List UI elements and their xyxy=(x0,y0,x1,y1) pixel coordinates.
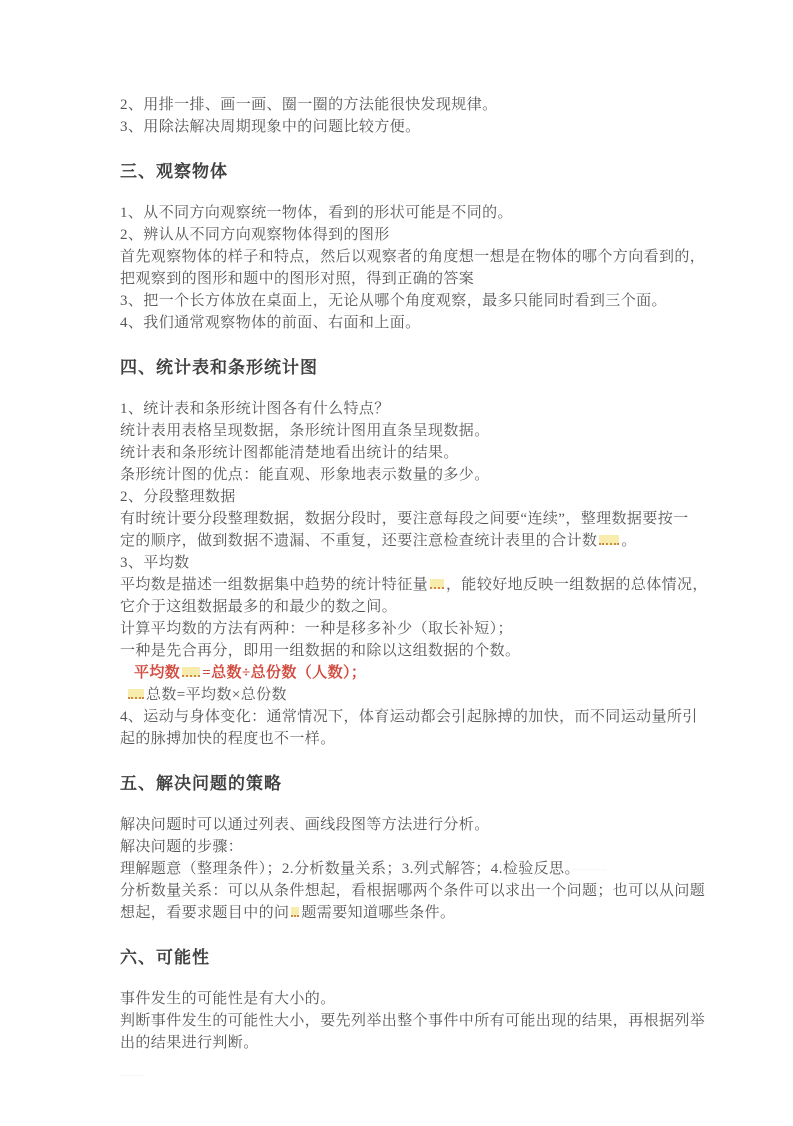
body-text: 事件发生的可能性是有大小的。 xyxy=(120,991,336,1007)
body-text: 出的结果进行判断。 xyxy=(120,1035,259,1051)
text-line xyxy=(120,858,743,880)
text-line xyxy=(120,618,743,640)
body-text: 总数=平均数×总份数 xyxy=(146,687,287,703)
body-text: 平均数是描述一组数据集中趋势的统计特征量 xyxy=(120,577,429,593)
paragraph xyxy=(120,814,743,924)
paragraph xyxy=(120,94,743,138)
body-text: 3、把一个长方体放在桌面上，无论从哪个角度观察，最多只能同时看到三个面。 xyxy=(120,293,667,309)
section-heading: 六、可能性 xyxy=(120,948,210,967)
body-text: 题需要知道哪些条件。 xyxy=(301,905,456,921)
text-line xyxy=(120,290,743,312)
body-text: ，能较好地反映一组数据的总体情况， xyxy=(446,577,708,593)
body-text: 理解题意（整理条件）；2.分析数量关系；3.列式解答；4.检验反思。 xyxy=(120,861,573,877)
body-text: 1、从不同方向观察统一物体，看到的形状可能是不同的。 xyxy=(120,205,513,221)
body-text: 条形统计图的优点：能直观、形象地表示数量的多少。 xyxy=(120,467,490,483)
text-line xyxy=(120,224,743,246)
highlight-annotation-mark xyxy=(291,907,299,917)
text-line xyxy=(120,706,743,728)
body-text: 4、运动与身体变化：通常情况下，体育运动都会引起脉搏的加快，而不同运动量所引 xyxy=(120,709,698,725)
highlight-annotation-mark xyxy=(182,667,200,677)
text-line xyxy=(120,94,743,116)
formula-red-text: 平均数 xyxy=(134,665,181,681)
body-text: 起的脉搏加快的程度也不一样。 xyxy=(120,731,336,747)
body-text: 一种是先合再分，即用一组数据的和除以这组数据的个数。 xyxy=(120,643,521,659)
body-text: 4、我们通常观察物体的前面、右面和上面。 xyxy=(120,315,421,331)
text-line xyxy=(120,662,743,684)
paragraph xyxy=(120,398,743,750)
highlight-annotation-mark xyxy=(599,535,619,545)
paragraph xyxy=(120,202,743,334)
text-line xyxy=(120,312,743,334)
body-text: 解决问题时可以通过列表、画线段图等方法进行分析。 xyxy=(120,817,490,833)
text-line xyxy=(120,836,743,858)
text-line xyxy=(120,640,743,662)
micro-watermark-text: ············· xyxy=(572,868,608,873)
text-line xyxy=(120,508,743,530)
text-line xyxy=(120,530,743,552)
text-line xyxy=(120,596,743,618)
text-line xyxy=(120,1010,743,1032)
body-text: 计算平均数的方法有两种：一种是移多补少（取长补短）； xyxy=(120,621,513,637)
text-line xyxy=(120,684,743,706)
text-line xyxy=(120,728,743,750)
text-line xyxy=(120,574,743,596)
text-line xyxy=(120,1064,743,1086)
body-text: 解决问题的步骤： xyxy=(120,839,244,855)
body-text: 2、辨认从不同方向观察物体得到的图形 xyxy=(120,227,390,243)
text-line xyxy=(120,988,743,1010)
document-body xyxy=(120,94,743,1086)
body-text: 想起，看要求题目中的问 xyxy=(120,905,290,921)
body-text: 。 xyxy=(621,533,637,549)
section-heading: 五、解决问题的策略 xyxy=(120,774,282,793)
text-line xyxy=(120,1032,743,1054)
text-line xyxy=(120,268,743,290)
body-text: 2、分段整理数据 xyxy=(120,489,236,505)
text-line xyxy=(120,442,743,464)
text-line xyxy=(120,464,743,486)
paragraph xyxy=(120,988,743,1054)
highlight-annotation-mark xyxy=(430,579,444,589)
body-text: 1、统计表和条形统计图各有什么特点？ xyxy=(120,401,390,417)
highlight-annotation-mark xyxy=(128,689,144,699)
body-text: 有时统计要分段整理数据，数据分段时，要注意每段之间要“连续”，整理数据要按一 xyxy=(120,511,689,527)
micro-watermark-text: ········· xyxy=(120,1074,144,1079)
body-text: 2、用排一排、画一画、圈一圈的方法能很快发现规律。 xyxy=(120,97,498,113)
formula-red-text: =总数÷总份数（人数）； xyxy=(202,665,367,681)
body-text: 首先观察物体的样子和特点，然后以观察者的角度想一想是在物体的哪个方向看到的， xyxy=(120,249,706,265)
text-line xyxy=(120,398,743,420)
text-line xyxy=(120,202,743,224)
text-line xyxy=(120,552,743,574)
text-line xyxy=(120,486,743,508)
text-line xyxy=(120,116,743,138)
body-text: 统计表和条形统计图都能清楚地看出统计的结果。 xyxy=(120,445,459,461)
section-heading: 四、统计表和条形统计图 xyxy=(120,358,318,377)
body-text: 3、平均数 xyxy=(120,555,190,571)
text-line xyxy=(120,902,743,924)
body-text: 统计表用表格呈现数据，条形统计图用直条呈现数据。 xyxy=(120,423,490,439)
text-line xyxy=(120,420,743,442)
body-text: 分析数量关系：可以从条件想起，看根据哪两个条件可以求出一个问题；也可以从问题 xyxy=(120,883,706,899)
body-text: 它介于这组数据最多的和最少的数之间。 xyxy=(120,599,398,615)
text-line xyxy=(120,814,743,836)
body-text: 把观察到的图形和题中的图形对照，得到正确的答案 xyxy=(120,271,475,287)
body-text: 3、用除法解决周期现象中的问题比较方便。 xyxy=(120,119,421,135)
body-text: 定的顺序，做到数据不遗漏、不重复，还要注意检查统计表里的合计数 xyxy=(120,533,598,549)
body-text: 判断事件发生的可能性大小，要先列举出整个事件中所有可能出现的结果，再根据列举 xyxy=(120,1013,706,1029)
text-line xyxy=(120,880,743,902)
section-heading: 三、观察物体 xyxy=(120,162,228,181)
paragraph xyxy=(120,1064,743,1086)
text-line xyxy=(120,246,743,268)
